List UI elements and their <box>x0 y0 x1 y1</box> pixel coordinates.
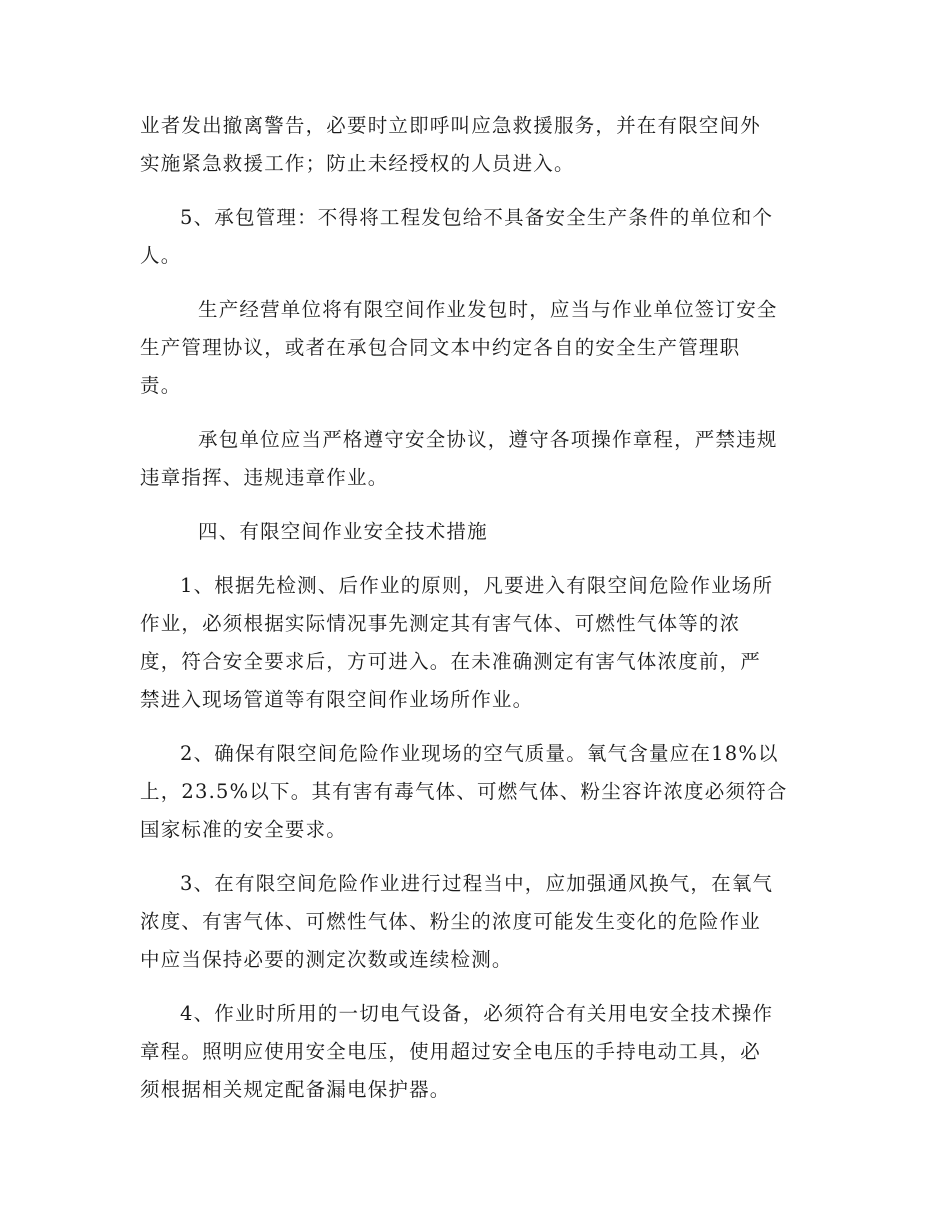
paragraph-measure-3 <box>140 865 805 979</box>
text-line: 章程。照明应使用安全电压，使用超过安全电压的手持电动工具，必 <box>140 1040 762 1063</box>
text-line: 违章指挥、违规违章作业。 <box>140 466 389 489</box>
text-line: 4、作业时所用的一切电气设备，必须符合有关用电安全技术操作 <box>180 1002 774 1025</box>
text-line: 2、确保有限空间危险作业现场的空气质量。氧气含量应在18%以 <box>180 742 779 765</box>
paragraph-measure-1 <box>140 567 805 719</box>
section-title: 四、有限空间作业安全技术措施 <box>198 520 488 543</box>
text-line: 1、根据先检测、后作业的原则，凡要进入有限空间危险作业场所 <box>180 574 774 597</box>
section-heading <box>140 513 805 551</box>
text-line: 承包单位应当严格遵守安全协议，遵守各项操作章程，严禁违规 <box>198 428 778 451</box>
text-line: 3、在有限空间危险作业进行过程当中，应加强通风换气，在氧气 <box>180 872 774 895</box>
text-line: 上，23.5%以下。其有害有毒气体、可燃气体、粉尘容许浓度必须符合 <box>140 780 788 803</box>
text-line: 须根据相关规定配备漏电保护器。 <box>140 1078 451 1101</box>
text-line: 人。 <box>140 244 182 267</box>
document-body <box>140 107 805 1109</box>
text-line: 5、承包管理：不得将工程发包给不具备安全生产条件的单位和个 <box>180 206 774 229</box>
paragraph-contractor-unit <box>140 421 805 497</box>
text-line: 实施紧急救援工作；防止未经授权的人员进入。 <box>140 152 575 175</box>
text-line: 生产管理协议，或者在承包合同文本中约定各自的安全生产管理职 <box>140 336 741 359</box>
paragraph-measure-2 <box>140 735 805 849</box>
text-line: 生产经营单位将有限空间作业发包时，应当与作业单位签订安全 <box>198 298 778 321</box>
paragraph-measure-4 <box>140 995 805 1109</box>
text-line: 度，符合安全要求后，方可进入。在未准确测定有害气体浓度前，严 <box>140 650 762 673</box>
paragraph-evacuation <box>140 107 805 183</box>
text-line: 业者发出撤离警告，必要时立即呼叫应急救援服务，并在有限空间外 <box>140 114 762 137</box>
text-line: 责。 <box>140 374 182 397</box>
text-line: 国家标准的安全要求。 <box>140 818 348 841</box>
paragraph-contracting-management <box>140 199 805 275</box>
text-line: 中应当保持必要的测定次数或连续检测。 <box>140 948 513 971</box>
text-line: 作业，必须根据实际情况事先测定其有害气体、可燃性气体等的浓 <box>140 612 741 635</box>
paragraph-production-unit <box>140 291 805 405</box>
text-line: 禁进入现场管道等有限空间作业场所作业。 <box>140 688 534 711</box>
text-line: 浓度、有害气体、可燃性气体、粉尘的浓度可能发生变化的危险作业 <box>140 910 762 933</box>
